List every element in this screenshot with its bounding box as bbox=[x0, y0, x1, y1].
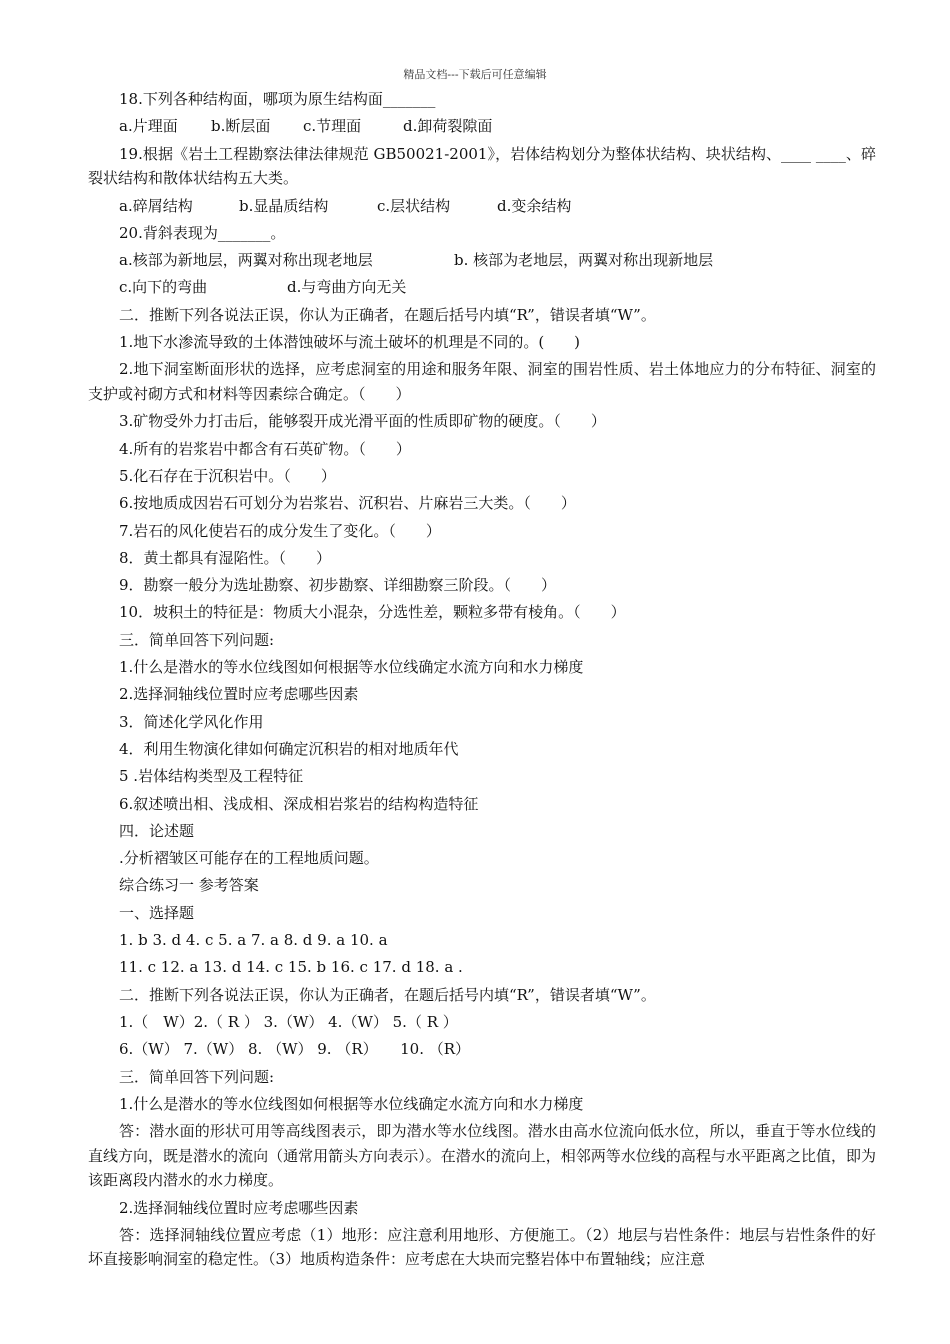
option-a: a.片理面 bbox=[119, 117, 178, 136]
question-18: 18.下列各种结构面，哪项为原生结构面_______ bbox=[119, 90, 436, 108]
judgment-5: 5.化石存在于沉积岩中。（ ） bbox=[119, 466, 336, 485]
judgment-8: 8．黄土都具有湿陷性。（ ） bbox=[119, 548, 332, 567]
option-c: c.向下的弯曲 bbox=[119, 278, 208, 297]
option-d: d.与弯曲方向无关 bbox=[287, 278, 407, 297]
judgment-6: 6.按地质成因岩石可划分为岩浆岩、沉积岩、片麻岩三大类。（ ） bbox=[119, 494, 576, 513]
answer-section-3-heading: 三．简单回答下列问题: bbox=[119, 1067, 275, 1086]
question-20: 20.背斜表现为_______。 bbox=[119, 223, 286, 242]
short-answer-6: 6.叙述喷出相、浅成相、深成相岩浆岩的结构构造特征 bbox=[119, 794, 479, 813]
judgment-7: 7.岩石的风化使岩石的成分发生了变化。（ ） bbox=[119, 521, 441, 540]
option-d: d.变余结构 bbox=[497, 196, 572, 215]
section-2-heading: 二．推断下列各说法正误，你认为正确者，在题后括号内填“R”，错误者填“W”。 bbox=[119, 305, 656, 324]
answer-key-title: 综合练习一 参考答案 bbox=[119, 876, 259, 895]
judgment-4: 4.所有的岩浆岩中都含有石英矿物。（ ） bbox=[119, 439, 411, 458]
answer-text-2: 答：选择洞轴线位置应考虑（1）地形：应注意利用地形、方便施工。（2）地层与岩性条件：地层与岩性条件的好坏直接影响洞室的稳定性。（3）地质构造条件：应考虑在大块而完整岩体中布置轴线；应注意 bbox=[88, 1225, 876, 1269]
judgment-1: 1.地下水渗流导致的土体潜蚀破坏与流土破坏的机理是不同的。( ) bbox=[119, 333, 581, 352]
option-b: b.显晶质结构 bbox=[239, 196, 329, 215]
answer-question-1: 1.什么是潜水的等水位线图如何根据等水位线确定水流方向和水力梯度 bbox=[119, 1094, 584, 1113]
question-19: 19.根据《岩土工程勘察法律法律规范 GB50021-2001》，岩体结构划分为整体状结构、块状结构、____ ____、碎裂状结构和散体状结构五大类。 bbox=[88, 144, 876, 188]
short-answer-1: 1.什么是潜水的等水位线图如何根据等水位线确定水流方向和水力梯度 bbox=[119, 658, 584, 677]
answer-choices-1: 1. b 3. d 4. c 5. a 7. a 8. d 9. a 10. a bbox=[119, 931, 388, 950]
answer-judgments-2: 6.（W） 7.（W） 8. （W） 9. （R） 10. （R） bbox=[119, 1040, 471, 1059]
option-a: a.碎屑结构 bbox=[119, 196, 193, 215]
short-answer-3: 3．简述化学风化作用 bbox=[119, 712, 264, 731]
answer-question-2: 2.选择洞轴线位置时应考虑哪些因素 bbox=[119, 1198, 359, 1217]
essay-1: .分析褶皱区可能存在的工程地质问题。 bbox=[119, 849, 379, 868]
judgment-2: 2.地下洞室断面形状的选择，应考虑洞室的用途和服务年限、洞室的围岩性质、岩土体地应力的分布特征、洞室的支护或衬砌方式和材料等因素综合确定。（ ） bbox=[88, 360, 876, 403]
document-body bbox=[88, 86, 876, 1274]
section-3-heading: 三．简单回答下列问题: bbox=[119, 630, 275, 649]
judgment-10: 10．坡积土的特征是：物质大小混杂，分选性差，颗粒多带有棱角。（ ） bbox=[119, 603, 626, 622]
answer-judgments-1: 1.（ W）2.（ R ） 3.（W） 4.（W） 5.（ R ） bbox=[119, 1012, 458, 1031]
short-answer-4: 4．利用生物演化律如何确定沉积岩的相对地质年代 bbox=[119, 739, 459, 758]
question-18-options bbox=[88, 113, 876, 140]
judgment-9: 9．勘察一般分为选址勘察、初步勘察、详细勘察三阶段。（ ） bbox=[119, 576, 557, 595]
option-a: a.核部为新地层，两翼对称出现老地层 bbox=[119, 251, 373, 270]
question-20-options-1 bbox=[88, 247, 876, 274]
question-19-options bbox=[88, 193, 876, 220]
short-answer-5: 5 .岩体结构类型及工程特征 bbox=[119, 767, 304, 786]
question-20-options-2 bbox=[88, 274, 876, 301]
answer-section-1-heading: 一、选择题 bbox=[119, 903, 195, 922]
short-answer-2: 2.选择洞轴线位置时应考虑哪些因素 bbox=[119, 685, 359, 704]
page-header: 精品文档---下载后可任意编辑 bbox=[403, 68, 547, 81]
answer-choices-2: 11. c 12. a 13. d 14. c 15. b 16. c 17. d 18. a . bbox=[119, 958, 463, 977]
section-4-heading: 四．论述题 bbox=[119, 821, 195, 840]
option-b: b. 核部为老地层，两翼对称出现新地层 bbox=[454, 251, 714, 270]
option-d: d.卸荷裂隙面 bbox=[403, 117, 493, 136]
answer-section-2-heading: 二．推断下列各说法正误，你认为正确者，在题后括号内填“R”，错误者填“W”。 bbox=[119, 985, 656, 1004]
option-c: c.层状结构 bbox=[377, 196, 451, 215]
answer-text-1: 答：潜水面的形状可用等高线图表示，即为潜水等水位线图。潜水由高水位流向低水位，所以，垂直于等水位线的直线方向，既是潜水的流向（通常用箭头方向表示）。在潜水的流向上，相邻两等水位线的高程与水平距离之比值，即为该距离段内潜水的水力梯度。 bbox=[88, 1122, 876, 1190]
option-c: c.节理面 bbox=[303, 117, 362, 136]
judgment-3: 3.矿物受外力打击后，能够裂开成光滑平面的性质即矿物的硬度。（ ） bbox=[119, 412, 606, 431]
option-b: b.断层面 bbox=[211, 117, 271, 136]
